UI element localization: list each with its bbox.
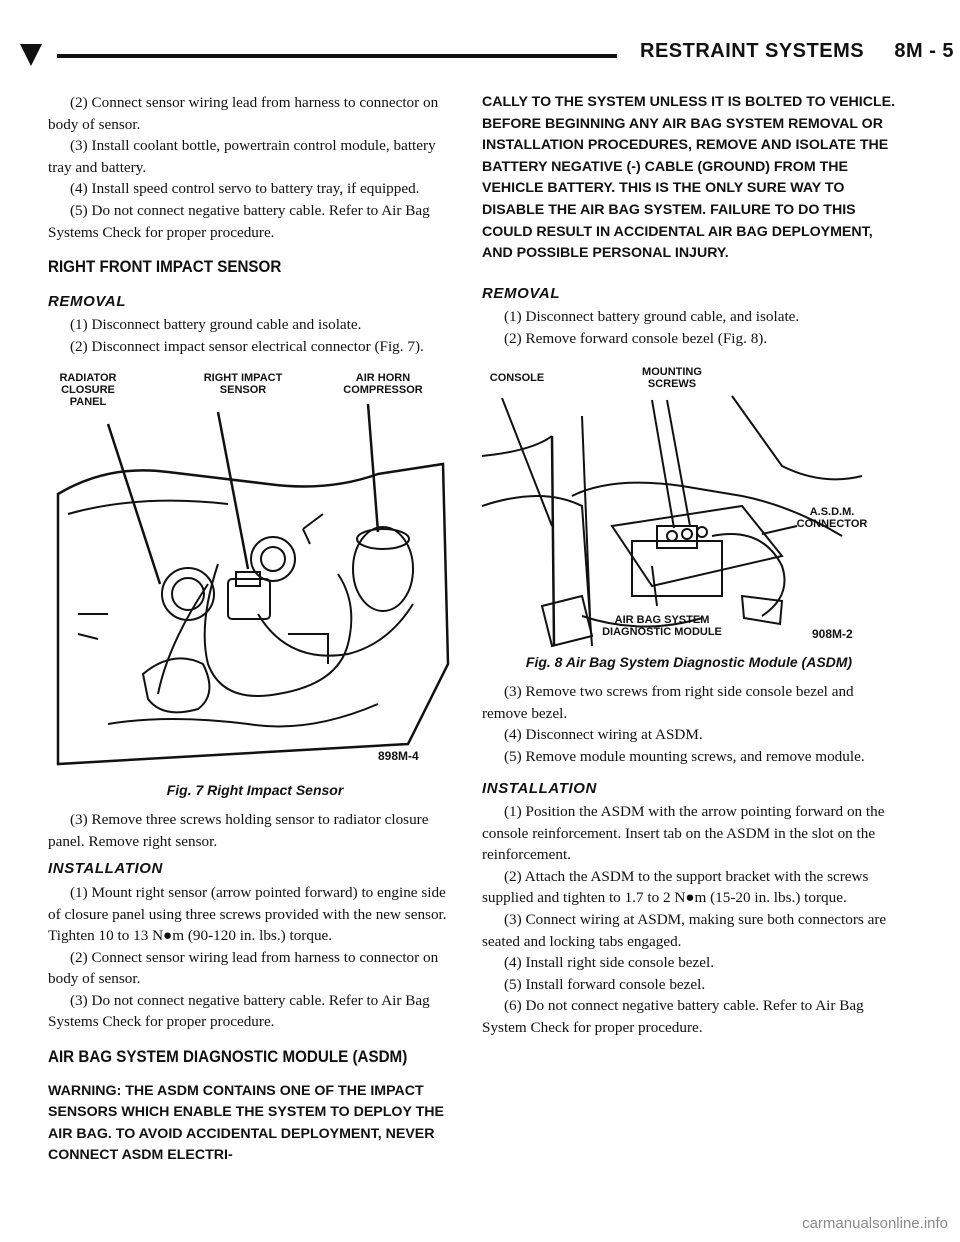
header-rule: [57, 54, 617, 58]
paragraph: (6) Do not connect negative battery cable. Refer to Air Bag System Check for proper procedure.: [482, 997, 864, 1037]
fig8-illustration: [482, 356, 896, 648]
subsection-title-installation: INSTALLATION: [482, 779, 597, 797]
paragraph: (1) Position the ASDM with the arrow pointing forward on the console reinforcement. Insert tab on the ASDM in the slot on the reinforcement.: [482, 803, 885, 864]
paragraph: (2) Connect sensor wiring lead from harness to connector on body of sensor.: [48, 948, 439, 988]
paragraph: (3) Install coolant bottle, powertrain control module, battery tray and battery.: [48, 137, 436, 176]
paragraph: (5) Do not connect negative battery cable. Refer to Air Bag Systems Check for proper procedure.: [48, 201, 430, 241]
subsection-title-removal: REMOVAL: [48, 292, 127, 310]
fig8-code: 908M-2: [812, 626, 853, 641]
paragraph: (1) Disconnect battery ground cable and isolate.: [70, 316, 362, 334]
fig7-label-horn: AIR HORN COMPRESSOR: [343, 371, 423, 396]
section-title-right-front-impact-sensor: RIGHT FRONT IMPACT SENSOR: [48, 258, 282, 277]
figure-7: [48, 364, 462, 776]
watermark: carmanualsonline.info: [802, 1215, 948, 1232]
fig8-label-console: CONSOLE: [489, 371, 545, 384]
left-column: [48, 92, 462, 1167]
warning-text-continued: CALLY TO THE SYSTEM UNLESS IT IS BOLTED TO VEHICLE. BEFORE BEGINNING ANY AIR BAG SYSTEM REMOVAL OR INSTALLATION PROCEDURES, REMOVE AND ISOLATE THE BATTERY NEGATIVE (-) CABLE (GROUND) FROM THE VEHICLE BATTERY. THIS IS THE ONLY SURE WAY TO DISABLE THE AIR BAG SYSTEM. FAILURE TO DO THIS COULD RESULT IN ACCIDENTAL AIR BAG DEPLOYMENT, AND POSSIBLE PERSONAL INJURY.: [482, 94, 896, 262]
paragraph: (4) Disconnect wiring at ASDM.: [504, 726, 703, 744]
fig7-caption: Fig. 7 Right Impact Sensor: [166, 781, 344, 798]
paragraph: (3) Remove three screws holding sensor to radiator closure panel. Remove right sensor.: [48, 811, 429, 850]
paragraph: (5) Remove module mounting screws, and remove module.: [504, 747, 865, 765]
paragraph: (2) Remove forward console bezel (Fig. 8).: [504, 329, 768, 347]
right-column: [482, 92, 896, 1039]
paragraph: (2) Disconnect impact sensor electrical connector (Fig. 7).: [70, 337, 424, 355]
subsection-title-installation: INSTALLATION: [48, 860, 163, 878]
paragraph: (3) Do not connect negative battery cable. Refer to Air Bag Systems Check for proper procedure.: [48, 991, 430, 1031]
section-title-asdm: AIR BAG SYSTEM DIAGNOSTIC MODULE (ASDM): [48, 1048, 408, 1067]
figure-8: [482, 356, 896, 648]
header-triangle-icon: [20, 44, 42, 66]
paragraph: (1) Mount right sensor (arrow pointed forward) to engine side of closure panel using three screws provided with the new sensor. Tighten 10 to 13 N●m (90-120 in. lbs.) torque.: [48, 883, 447, 945]
subsection-title-removal: REMOVAL: [482, 284, 561, 302]
paragraph: (3) Remove two screws from right side console bezel and remove bezel.: [482, 683, 854, 722]
paragraph: (2) Attach the ASDM to the support bracket with the screws supplied and tighten to 1.7 to 2 N●m (15-20 in. lbs.) torque.: [482, 867, 869, 907]
paragraph: (2) Connect sensor wiring lead from harness to connector on body of sensor.: [48, 94, 439, 133]
fig7-label-sensor: RIGHT IMPACT SENSOR: [203, 371, 283, 396]
fig8-caption: Fig. 8 Air Bag System Diagnostic Module (ASDM): [525, 653, 853, 670]
paragraph: (5) Install forward console bezel.: [504, 975, 706, 993]
page-header-title: RESTRAINT SYSTEMS 8M - 5: [640, 40, 955, 62]
fig7-illustration: [48, 364, 462, 776]
warning-text: WARNING: THE ASDM CONTAINS ONE OF THE IMPACT SENSORS WHICH ENABLE THE SYSTEM TO DEPLOY THE AIR BAG. TO AVOID ACCIDENTAL DEPLOYMENT, NEVER CONNECT ASDM ELECTRI-: [48, 1082, 444, 1164]
paragraph: (1) Disconnect battery ground cable, and isolate.: [504, 308, 800, 326]
fig8-label-connector: A.S.D.M. CONNECTOR: [796, 505, 868, 530]
paragraph: (4) Install right side console bezel.: [504, 954, 715, 972]
fig8-label-module: AIR BAG SYSTEM DIAGNOSTIC MODULE: [602, 613, 722, 638]
paragraph: (4) Install speed control servo to battery tray, if equipped.: [70, 180, 420, 198]
fig8-label-screws: MOUNTING SCREWS: [642, 365, 702, 390]
paragraph: (3) Connect wiring at ASDM, making sure both connectors are seated and locking tabs engaged.: [482, 911, 887, 950]
fig7-label-radiator: RADIATOR CLOSURE PANEL: [59, 371, 117, 408]
fig7-code: 898M-4: [378, 748, 419, 763]
